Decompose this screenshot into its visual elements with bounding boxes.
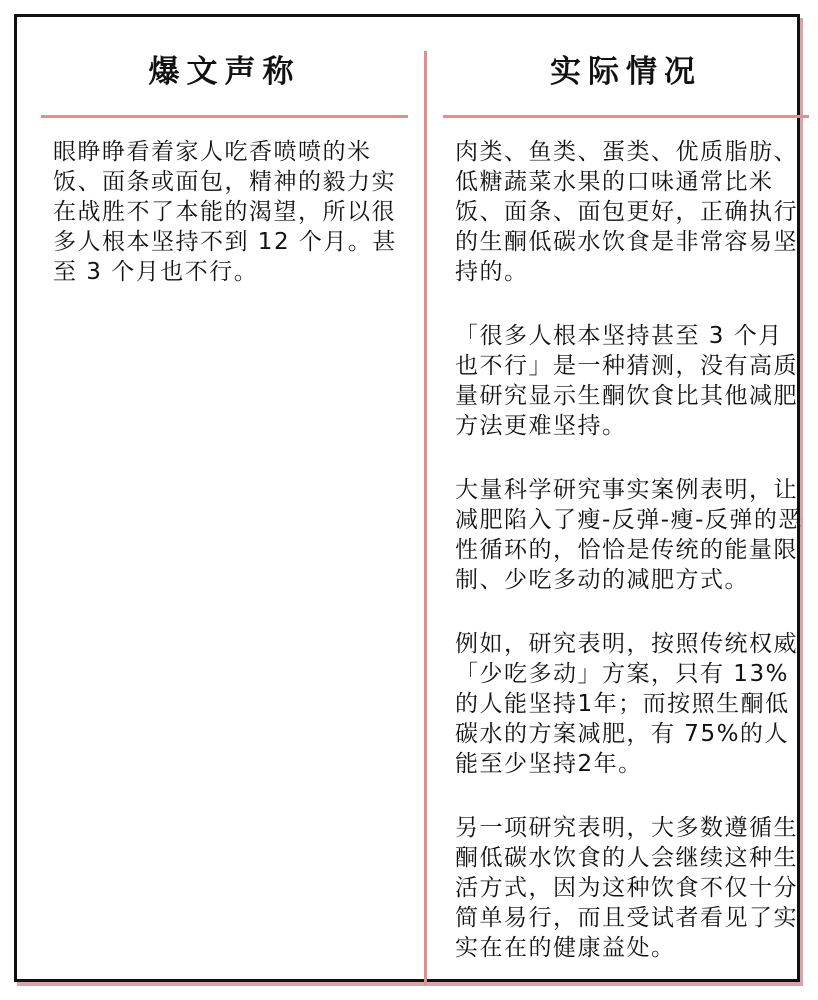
fact-paragraph: 另一项研究表明，大多数遵循生酮低碳水饮食的人会继续这种生活方式，因为这种饮食不仅十分简单易行，而且受试者看见了实实在在的健康益处。 xyxy=(455,815,798,961)
fact-body xyxy=(455,137,805,997)
fact-paragraph: 肉类、鱼类、蛋类、优质脂肪、低糖蔬菜水果的口味通常比米饭、面条、面包更好，正确执行的生酮低碳水饮食是非常容易坚持的。 xyxy=(455,139,798,285)
fact-paragraph: 大量科学研究事实案例表明，让减肥陷入了瘦-反弹-瘦-反弹的恶性循环的，恰恰是传统的能量限制、少吃多动的减肥方式。 xyxy=(455,477,803,593)
claim-title-underline xyxy=(41,115,408,118)
fact-title-underline xyxy=(443,115,809,118)
claim-column-title: 爆文声称 xyxy=(148,54,301,90)
fact-column-title: 实际情况 xyxy=(550,54,702,90)
claim-paragraph: 眼睁睁看着家人吃香喷喷的米饭、面条或面包，精神的毅力实在战胜不了本能的渴望，所以很多人根本坚持不到 12 个月。甚至 3 个月也不行。 xyxy=(53,139,397,285)
claim-body xyxy=(53,137,404,321)
fact-paragraph: 例如，研究表明，按照传统权威「少吃多动」方案，只有 13%的人能坚持1年；而按照生酮低碳水的方案减肥，有 75%的人能至少坚持2年。 xyxy=(455,631,798,777)
column-divider xyxy=(424,51,427,985)
comparison-table xyxy=(14,14,803,982)
fact-paragraph: 「很多人根本坚持甚至 3 个月也不行」是一种猜测，没有高质量研究显示生酮饮食比其他减肥方法更难坚持。 xyxy=(455,323,798,439)
